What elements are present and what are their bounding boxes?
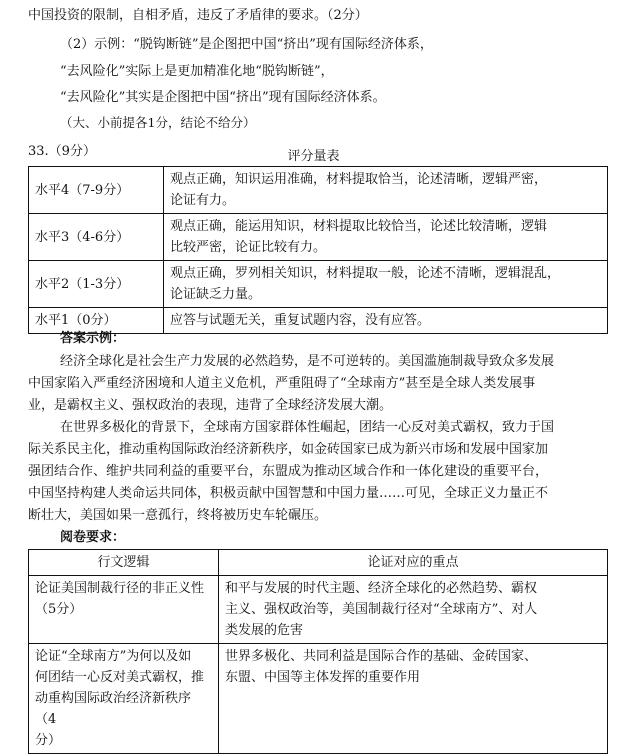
rubric-table bbox=[28, 166, 608, 334]
rubric-level: 水平4（7-9分） bbox=[29, 167, 164, 214]
rubric-desc-line: 观点正确，能运用知识，材料提取比较恰当，论述比较清晰，逻辑 bbox=[170, 219, 548, 234]
review-header-logic: 行文逻辑 bbox=[29, 550, 219, 576]
rubric-desc-line: 观点正确，知识运用准确，材料提取恰当，论述清晰，逻辑严密， bbox=[170, 172, 548, 187]
review-header-focus: 论证对应的重点 bbox=[219, 550, 608, 576]
prev-answer-line-4: “去风险化”其实是企图把中国“挤出”现有国际经济体系。 bbox=[60, 90, 386, 105]
rubric-level: 水平2（1-3分） bbox=[29, 261, 164, 308]
review-logic-line: 何团结一心反对美式霸权，推 bbox=[35, 670, 205, 685]
answer-line: 业，是霸权主义、强权政治的表现，违背了全球经济发展大潮。 bbox=[28, 398, 393, 413]
rubric-desc-line: 比较严密，论证比较有力。 bbox=[170, 240, 327, 255]
review-row bbox=[29, 644, 608, 754]
review-logic bbox=[29, 644, 219, 754]
answer-line: 断壮大，美国如果一意孤行，终将被历史车轮碾压。 bbox=[28, 508, 328, 523]
rubric-desc-line: 论证缺乏力量。 bbox=[170, 287, 262, 302]
review-focus-line: 类发展的危害 bbox=[225, 623, 304, 638]
rubric-desc-line: 论证有力。 bbox=[170, 193, 236, 208]
rubric-desc bbox=[164, 214, 608, 261]
answer-line: 中国家陷入严重经济困境和人道主义危机，严重阻碍了“全球南方”甚至是全球人类发展事 bbox=[28, 376, 536, 391]
prev-answer-line-3: “去风险化”实际上是更加精准化地“脱钩断链”， bbox=[60, 64, 334, 79]
answer-heading: 答案示例： bbox=[60, 331, 126, 346]
rubric-desc bbox=[164, 308, 608, 334]
rubric-row bbox=[29, 214, 608, 261]
rubric-row bbox=[29, 167, 608, 214]
rubric-desc bbox=[164, 261, 608, 308]
prev-answer-line-1: 中国投资的限制，自相矛盾，违反了矛盾律的要求。（2分） bbox=[28, 8, 368, 23]
review-logic bbox=[29, 576, 219, 644]
question-33-label: 33.（9分） bbox=[28, 144, 96, 159]
review-heading: 阅卷要求： bbox=[60, 530, 126, 545]
review-focus-line: 主义、强权政治等，美国制裁行径对“全球南方”、对人 bbox=[225, 602, 538, 617]
answer-line: 际关系民主化，推动重构国际政治经济新秩序，如金砖国家已成为新兴市场和发展中国家加 bbox=[28, 442, 549, 457]
rubric-row bbox=[29, 261, 608, 308]
answer-line: 中国坚持构建人类命运共同体，积极贡献中国智慧和中国力量……可见，全球正义力量正不 bbox=[28, 486, 549, 501]
review-table bbox=[28, 549, 608, 754]
answer-line: 在世界多极化的背景下，全球南方国家群体性崛起，团结一心反对美式霸权，致力于国 bbox=[60, 420, 555, 435]
review-focus-line: 东盟、中国等主体发挥的重要作用 bbox=[225, 670, 421, 685]
rubric-desc-line: 应答与试题无关，重复试题内容，没有应答。 bbox=[170, 313, 431, 328]
rubric-desc-line: 观点正确，罗列相关知识，材料提取一般，论述不清晰，逻辑混乱， bbox=[170, 266, 561, 281]
review-focus bbox=[219, 576, 608, 644]
answer-line: 强团结合作、维护共同利益的重要平台，东盟成为推动区域合作和一体化建设的重要平台， bbox=[28, 464, 549, 479]
review-focus bbox=[219, 644, 608, 754]
review-row bbox=[29, 576, 608, 644]
review-header-row bbox=[29, 550, 608, 576]
rubric-desc bbox=[164, 167, 608, 214]
review-logic-line: 论证美国制裁行径的非正义性 bbox=[35, 581, 205, 596]
rubric-title: 评分量表 bbox=[287, 149, 340, 164]
prev-answer-line-2: （2）示例：“脱钩断链”是企图把中国“挤出”现有国际经济体系， bbox=[60, 37, 433, 52]
review-focus-line: 世界多极化、共同利益是国际合作的基础、金砖国家、 bbox=[225, 649, 538, 664]
rubric-level: 水平3（4-6分） bbox=[29, 214, 164, 261]
review-focus-line: 和平与发展的时代主题、经济全球化的必然趋势、霸权 bbox=[225, 581, 538, 596]
review-logic-line: 动重构国际政治经济新秩序（4 bbox=[35, 691, 192, 727]
scoring-note: （大、小前提各1分，结论不给分） bbox=[60, 115, 256, 130]
review-logic-line: 分） bbox=[35, 733, 62, 748]
review-logic-line: （5分） bbox=[35, 602, 83, 617]
answer-line: 经济全球化是社会生产力发展的必然趋势，是不可逆转的。美国滥施制裁导致众多发展 bbox=[60, 354, 555, 369]
rubric-level: 水平1（0分） bbox=[29, 308, 164, 334]
review-logic-line: 论证“全球南方”为何以及如 bbox=[35, 649, 192, 664]
